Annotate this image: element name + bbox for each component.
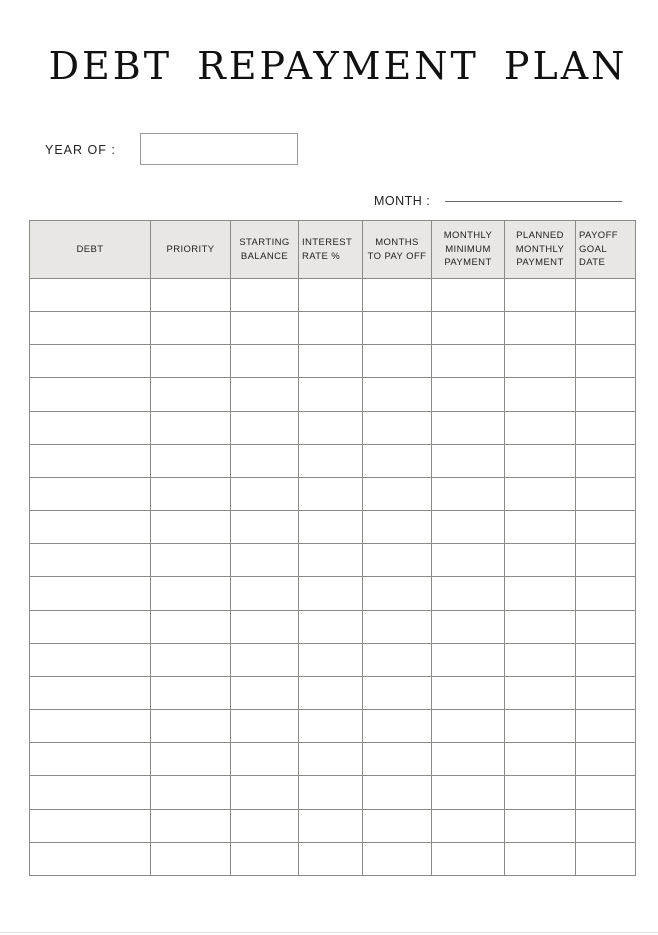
col-header-planned-monthly-payment: PLANNED MONTHLY PAYMENT: [505, 221, 576, 279]
table-cell[interactable]: [432, 279, 505, 312]
table-row: [30, 544, 636, 577]
table-cell[interactable]: [231, 477, 299, 510]
table-cell[interactable]: [30, 842, 151, 875]
table-cell[interactable]: [151, 411, 231, 444]
table-cell[interactable]: [363, 477, 432, 510]
table-cell[interactable]: [30, 544, 151, 577]
table-cell[interactable]: [299, 842, 363, 875]
table-cell[interactable]: [30, 345, 151, 378]
table-cell[interactable]: [299, 676, 363, 709]
table-cell[interactable]: [299, 776, 363, 809]
table-cell[interactable]: [231, 345, 299, 378]
table-cell[interactable]: [151, 643, 231, 676]
table-cell[interactable]: [299, 312, 363, 345]
col-header-interest-rate: INTEREST RATE %: [299, 221, 363, 279]
table-cell[interactable]: [30, 577, 151, 610]
table-cell[interactable]: [576, 643, 636, 676]
table-cell[interactable]: [231, 743, 299, 776]
table-cell[interactable]: [505, 676, 576, 709]
table-cell[interactable]: [576, 676, 636, 709]
table-cell[interactable]: [432, 544, 505, 577]
table-cell[interactable]: [432, 643, 505, 676]
table-cell[interactable]: [30, 710, 151, 743]
table-cell[interactable]: [30, 411, 151, 444]
table-cell[interactable]: [363, 643, 432, 676]
table-cell[interactable]: [299, 477, 363, 510]
table-row: [30, 809, 636, 842]
table-cell[interactable]: [151, 610, 231, 643]
table-cell[interactable]: [299, 610, 363, 643]
table-cell[interactable]: [231, 577, 299, 610]
col-header-starting-balance: STARTING BALANCE: [231, 221, 299, 279]
table-cell[interactable]: [432, 610, 505, 643]
table-cell[interactable]: [299, 444, 363, 477]
table-cell[interactable]: [505, 511, 576, 544]
table-cell[interactable]: [432, 345, 505, 378]
table-row: [30, 643, 636, 676]
table-header-row: [30, 221, 636, 279]
table-cell[interactable]: [151, 743, 231, 776]
table-cell[interactable]: [151, 676, 231, 709]
table-cell[interactable]: [432, 477, 505, 510]
table-cell[interactable]: [363, 610, 432, 643]
table-cell[interactable]: [363, 444, 432, 477]
table-body: [30, 279, 636, 876]
table-cell[interactable]: [30, 312, 151, 345]
table-cell[interactable]: [363, 577, 432, 610]
table-cell[interactable]: [505, 444, 576, 477]
table-cell[interactable]: [432, 444, 505, 477]
table-cell[interactable]: [432, 411, 505, 444]
table-cell[interactable]: [30, 444, 151, 477]
table-row: [30, 743, 636, 776]
col-header-monthly-minimum-payment: MONTHLY MINIMUM PAYMENT: [432, 221, 505, 279]
table-cell[interactable]: [432, 743, 505, 776]
table-cell[interactable]: [231, 411, 299, 444]
table-cell[interactable]: [363, 345, 432, 378]
table-cell[interactable]: [231, 676, 299, 709]
table-cell[interactable]: [505, 279, 576, 312]
table-cell[interactable]: [505, 477, 576, 510]
table-cell[interactable]: [363, 809, 432, 842]
table-row: [30, 610, 636, 643]
table-cell[interactable]: [576, 842, 636, 875]
table-cell[interactable]: [151, 345, 231, 378]
table-cell[interactable]: [432, 676, 505, 709]
table-cell[interactable]: [505, 378, 576, 411]
table-cell[interactable]: [231, 279, 299, 312]
table-cell[interactable]: [576, 345, 636, 378]
table-cell[interactable]: [30, 809, 151, 842]
table-cell[interactable]: [299, 378, 363, 411]
table-row: [30, 444, 636, 477]
table-cell[interactable]: [505, 411, 576, 444]
table-cell[interactable]: [505, 610, 576, 643]
table-cell[interactable]: [576, 279, 636, 312]
debt-plan-table: [29, 220, 636, 876]
table-cell[interactable]: [151, 444, 231, 477]
year-label: YEAR OF :: [45, 143, 116, 157]
table-cell[interactable]: [505, 345, 576, 378]
table-cell[interactable]: [231, 312, 299, 345]
table-cell[interactable]: [576, 444, 636, 477]
table-cell[interactable]: [363, 378, 432, 411]
table-cell[interactable]: [432, 710, 505, 743]
table-cell[interactable]: [231, 809, 299, 842]
table-cell[interactable]: [576, 743, 636, 776]
table-cell[interactable]: [576, 577, 636, 610]
page-bottom-divider: [0, 932, 658, 933]
table-cell[interactable]: [299, 809, 363, 842]
table-cell[interactable]: [30, 676, 151, 709]
table-cell[interactable]: [505, 544, 576, 577]
year-input-box[interactable]: [140, 133, 298, 165]
table-cell[interactable]: [576, 809, 636, 842]
table-row: [30, 842, 636, 875]
table-cell[interactable]: [30, 477, 151, 510]
table-cell[interactable]: [363, 842, 432, 875]
table-cell[interactable]: [432, 809, 505, 842]
table-cell[interactable]: [363, 776, 432, 809]
table-cell[interactable]: [363, 411, 432, 444]
table-cell[interactable]: [363, 743, 432, 776]
table-cell[interactable]: [576, 411, 636, 444]
table-row: [30, 710, 636, 743]
table-cell[interactable]: [505, 577, 576, 610]
table-cell[interactable]: [576, 477, 636, 510]
table-cell[interactable]: [505, 312, 576, 345]
table-cell[interactable]: [505, 743, 576, 776]
table-cell[interactable]: [299, 577, 363, 610]
table-cell[interactable]: [151, 776, 231, 809]
table-cell[interactable]: [231, 710, 299, 743]
table-cell[interactable]: [363, 312, 432, 345]
table-row: [30, 676, 636, 709]
table-cell[interactable]: [299, 743, 363, 776]
table-cell[interactable]: [576, 312, 636, 345]
table-cell[interactable]: [231, 544, 299, 577]
table-cell[interactable]: [151, 312, 231, 345]
table-cell[interactable]: [231, 610, 299, 643]
table-cell[interactable]: [505, 809, 576, 842]
table-cell[interactable]: [576, 776, 636, 809]
table-row: [30, 511, 636, 544]
table-cell[interactable]: [151, 511, 231, 544]
table-cell[interactable]: [505, 643, 576, 676]
table-cell[interactable]: [231, 643, 299, 676]
table-cell[interactable]: [299, 511, 363, 544]
table-cell[interactable]: [299, 345, 363, 378]
table-cell[interactable]: [151, 710, 231, 743]
table-row: [30, 345, 636, 378]
table-cell[interactable]: [30, 743, 151, 776]
table-cell[interactable]: [363, 544, 432, 577]
col-header-months-to-pay-off: MONTHS TO PAY OFF: [363, 221, 432, 279]
table-cell[interactable]: [299, 643, 363, 676]
table-cell[interactable]: [505, 842, 576, 875]
table-row: [30, 378, 636, 411]
table-cell[interactable]: [151, 544, 231, 577]
table-cell[interactable]: [299, 279, 363, 312]
table-cell[interactable]: [30, 279, 151, 312]
table-cell[interactable]: [432, 312, 505, 345]
table-cell[interactable]: [576, 544, 636, 577]
table-cell[interactable]: [151, 842, 231, 875]
table-cell[interactable]: [363, 279, 432, 312]
table-cell[interactable]: [30, 776, 151, 809]
table-cell[interactable]: [30, 378, 151, 411]
table-cell[interactable]: [30, 511, 151, 544]
table-row: [30, 312, 636, 345]
col-header-payoff-goal-date: PAYOFF GOAL DATE: [576, 221, 636, 279]
table-cell[interactable]: [231, 511, 299, 544]
table-row: [30, 279, 636, 312]
table-cell[interactable]: [231, 776, 299, 809]
table-cell[interactable]: [432, 577, 505, 610]
table-cell[interactable]: [432, 511, 505, 544]
table-cell[interactable]: [363, 676, 432, 709]
table-cell[interactable]: [151, 378, 231, 411]
table-cell[interactable]: [432, 842, 505, 875]
table-cell[interactable]: [299, 544, 363, 577]
table-cell[interactable]: [576, 710, 636, 743]
table-cell[interactable]: [363, 710, 432, 743]
table-cell[interactable]: [151, 809, 231, 842]
table-row: [30, 477, 636, 510]
table-cell[interactable]: [151, 577, 231, 610]
table-cell[interactable]: [231, 378, 299, 411]
table-row: [30, 577, 636, 610]
table-cell[interactable]: [30, 643, 151, 676]
table-cell[interactable]: [576, 511, 636, 544]
table-cell[interactable]: [505, 710, 576, 743]
table-cell[interactable]: [299, 710, 363, 743]
table-cell[interactable]: [576, 610, 636, 643]
table-cell[interactable]: [432, 378, 505, 411]
table-cell[interactable]: [151, 279, 231, 312]
table-row: [30, 776, 636, 809]
table-cell[interactable]: [505, 776, 576, 809]
table-cell[interactable]: [231, 444, 299, 477]
col-header-priority: PRIORITY: [151, 221, 231, 279]
table-row: [30, 411, 636, 444]
page-title: DEBT REPAYMENT PLAN: [48, 44, 628, 88]
col-header-debt: DEBT: [30, 221, 151, 279]
month-label: MONTH :: [374, 194, 431, 208]
table-cell[interactable]: [151, 477, 231, 510]
table-cell[interactable]: [363, 511, 432, 544]
month-input-line[interactable]: [445, 201, 622, 202]
table-cell[interactable]: [231, 842, 299, 875]
table-cell[interactable]: [299, 411, 363, 444]
table-cell[interactable]: [30, 610, 151, 643]
table-cell[interactable]: [432, 776, 505, 809]
table-cell[interactable]: [576, 378, 636, 411]
